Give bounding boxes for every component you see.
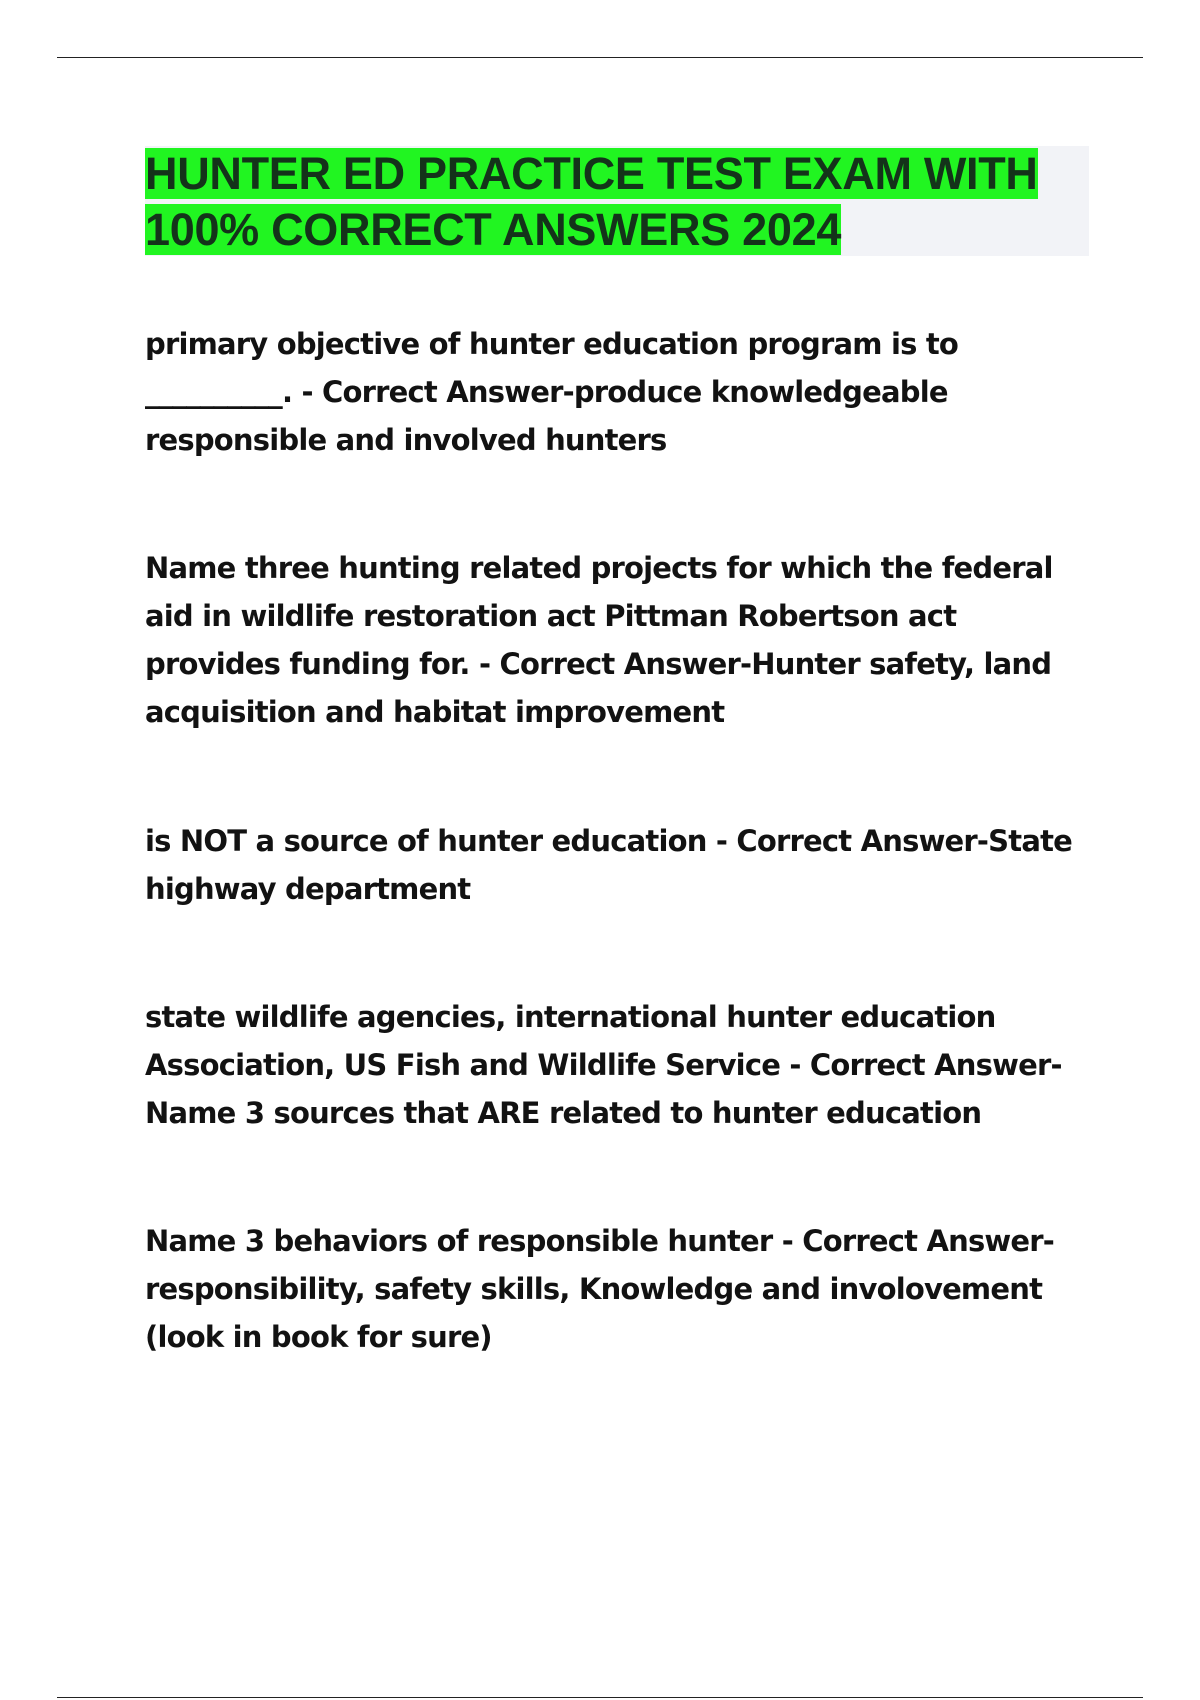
- top-rule: [57, 57, 1143, 58]
- answer-text: State highway department: [145, 824, 1073, 906]
- answer-text: responsibility, safety skills, Knowledge and involovement (look in book for sure): [145, 1272, 1043, 1354]
- answer-separator: - Correct Answer-: [780, 1048, 1062, 1082]
- question-text: Name 3 behaviors of responsible hunter: [145, 1224, 773, 1258]
- qa-item-4: [145, 993, 1080, 1137]
- bottom-rule: [57, 1697, 1143, 1698]
- answer-separator: - Correct Answer-: [292, 375, 574, 409]
- question-text: is NOT a source of hunter education: [145, 824, 707, 858]
- qa-item-1: [145, 320, 1080, 464]
- answer-text: Hunter safety, land acquisition and habitat improvement: [145, 647, 1052, 729]
- document-title: [145, 146, 1045, 258]
- question-text: primary objective of hunter education program is to __________.: [145, 327, 959, 409]
- answer-separator: - Correct Answer-: [469, 647, 752, 681]
- answer-separator: - Correct Answer-: [772, 1224, 1055, 1258]
- answer-text: Name 3 sources that ARE related to hunter education: [145, 1096, 982, 1130]
- qa-item-3: [145, 817, 1080, 913]
- title-block: [145, 146, 1089, 256]
- question-text: Name three hunting related projects for which the federal aid in wildlife restoration act Pittman Robertson act provides funding for.: [145, 551, 1053, 681]
- question-text: state wildlife agencies, international hunter education Association, US Fish and Wildlife Service: [145, 1000, 996, 1082]
- qa-item-5: [145, 1217, 1080, 1361]
- title-highlight: HUNTER ED PRACTICE TEST EXAM WITH 100% CORRECT ANSWERS 2024: [145, 148, 1038, 255]
- qa-item-2: [145, 544, 1080, 736]
- answer-text: produce knowledgeable responsible and involved hunters: [145, 375, 948, 457]
- answer-separator: - Correct Answer-: [706, 824, 989, 858]
